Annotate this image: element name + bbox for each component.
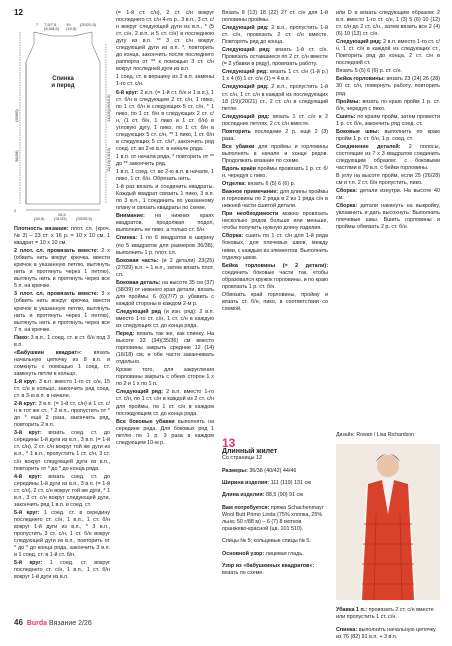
paragraph [336, 607, 440, 621]
paragraph-text: последние 2 р. ещё 2 (3) раза. [222, 128, 328, 142]
paragraph-text: 1-й раз вязать и соединить квадраты. Каждый квадрат связать 1 пико, 3 в.п. по 3 в.п., 1 соединить по указанному плану и связать квадраты по схеме. [116, 184, 214, 212]
paragraph [14, 379, 110, 400]
paragraph-heading: Бейка горловины: [336, 76, 385, 83]
paragraph-heading: Спинка: [116, 235, 138, 242]
paragraph-heading: 3 плот. сл. провязать вместе: [14, 291, 99, 298]
page-number: 46 [14, 618, 23, 627]
paragraph-heading: Бейка горловины (= 2 детали): [222, 262, 328, 269]
paragraph-text: 3 в.п. вместо 1-го ст. с/н, 15 ст. с/н в кольцо, закончить ряд соед. ст. в 3-ю в.п. в начале. [14, 378, 110, 400]
paragraph-text: вязать по краю пройм 1 р. ст. б/н, чередуя с пико. [336, 98, 440, 112]
paragraph [116, 10, 214, 73]
paragraph-heading: Отделка: [222, 181, 247, 188]
paragraph-heading: Сборка: [336, 203, 358, 210]
paragraph [116, 367, 214, 388]
paragraph [222, 189, 328, 210]
paragraph [14, 510, 110, 559]
paragraph [116, 74, 214, 88]
paragraph-heading: 3-й круг: [14, 430, 42, 437]
section-13-number: 13 [222, 436, 236, 450]
paragraph-text: на высоте 35 см (37)(38/39) от нижнего края детали, вязать для проймы. 6 (6)(7/7) р. убавить с каждой стороны в каждом 2-м р. [116, 279, 215, 307]
paragraph-text: 111 (119) 131 см [270, 479, 311, 486]
design-credit: Дизайн: Rowan / Lisa Richardson [336, 432, 414, 438]
paragraph-text: (и изн. ряд): 2 в.п. вместо 1-го ст. с/н, 1 ст. с/н в каждую из следующих ст. до конца ряда. [116, 308, 214, 330]
paragraph-text: 1 соед. ст. в середину последнего ст. с/н, 1 в.п., 1 ст. б/н вокруг 1-й дуги из в.п., * 3 в.п., пропустить 3 ст. с/н, 1 ст. б/н вокруг следующей дуги из в.п., повторить от * до * до конца ряда, закончить 3 в.п. и 1 соед. ст. в 1-й ст. б/н. [14, 509, 110, 559]
paragraph-heading: Соединение деталей: [336, 143, 401, 150]
paragraph-text: сшить по 1 ст. с/н для 1-й ряда боковых, для плечевых швов, между ними, с каждым из элементов. Выполнить отделку швов. [222, 233, 328, 261]
paragraph [222, 114, 328, 128]
schema-left-1: 58(58) [14, 150, 19, 162]
paragraph-text: 88,5 (90) 91 см [265, 492, 303, 499]
paragraph [222, 263, 328, 291]
paragraph [222, 47, 328, 68]
section-13-title: Длинный жилет [222, 448, 278, 456]
paragraph [116, 169, 214, 183]
paragraph [336, 173, 440, 187]
paragraph-text: 1 в.п. от начала ряда, * повторить от ** до ** закончить ряд. [116, 153, 214, 167]
schema-bottom-4: (33/35,5) [76, 216, 93, 221]
paragraph-heading: 5-й круг: [14, 560, 43, 567]
paragraph-text: 1 соед. ст. в вершину из 3 в.п. замены 1-го ст. с/н. [116, 74, 214, 88]
column-4 [336, 10, 440, 428]
paragraph-text: 2 в.п. вместо 1-го ст. с/н, по 1 ст. с/н в каждой из 2 ст. с/н для проймы, по 1 ст. с/н в каждом последующем ст. до конца ряда. [116, 389, 215, 417]
paragraph-heading: Сшить: [336, 113, 356, 120]
paragraph-text: или D и вязать следующим образом: 2 в.п. вместо 1-го ст. с/н, 1 (3) 5 (6) 10 (12) ст. с/н до 2 ст. с/н., затем вязать все 2 (4)(6) 10 (13) ст. с/н. [336, 10, 440, 38]
paragraph [336, 188, 440, 202]
paragraph [222, 468, 328, 475]
paragraph-heading: Следующий ряд: [116, 389, 164, 396]
paragraph-text: вязать 23 (24) 26 (28) 30 ст. с/н, повернуть работу, повторить ряд. [336, 76, 440, 97]
paragraph-text: 3 х (обвить нить вокруг крючка, ввести крючок в указанную петлю, вытянуть нить и протянуть через 1 петлю), вытянуть нить и протянуть через все 7 п. на крючке. [14, 291, 110, 333]
schema-top-dim-4: 19 [66, 22, 71, 27]
column-3 [222, 10, 328, 438]
paragraph [222, 492, 328, 499]
paragraph-text: 2 в.п., пропустить 1-й ст. с/н, провязать 2 ст. с/н вместе. Повторять ряд до конца. [222, 25, 328, 46]
paragraph-text: 36/38 (40/42) 44/46 [249, 467, 297, 474]
paragraph-text: Спицы № 5; кольцевые спицы № 5. [222, 538, 311, 545]
paragraph-heading: Убавка 1 п.: [336, 607, 368, 614]
paragraph [14, 226, 110, 247]
paragraph-heading: Боковая часть: [116, 257, 159, 264]
paragraph-text: 3 в.п. (= 1-й ст. с/н) и 1 ст. с/н в тот же ст., * 2 в.п., пропустить от * до * ещё 2 раза, закончить ряд, повторить 2 в.п. [14, 401, 110, 429]
paragraph [336, 144, 440, 172]
paragraph-heading: Следующий ряд: [222, 84, 269, 91]
paragraph-text: выполнить начальную цепочку из 76 (82) 91 в.п. + 3 в.п. [336, 626, 436, 640]
paragraph-text: плот. сл. (кроч. № 3) – 23 ст. х 16 р. = 10 х 10 см. 1 квадрат = 10 х 10 см. [14, 226, 111, 247]
paragraph-text: 2 в.п. (= 1-й ст. б/н и 1 в.п.), 1 ст. б/н в следующем 2 ст. с/н, 1 пико, по 1 ст. б/н в следующих 5 ст. с/н, * 1 пико, по 1 ст. б/н в следующих 2 ст. с/н, (1 ст. б/н, 1 пико и 1 ст. б/н) в угловую дугу, 1 пико, по 1 ст. б/н в следующих 5 ст. с/н, ** 1 пико, 1 ст. б/н в следующих 5 ст. с/н*, закончить ряд соед. ст. во 2-ю в.п. в начале ряда. [116, 89, 214, 152]
paragraph-text: (= 1-й ст. с/н), 2 ст. с/н вокруг последнего ст. с/н 4-го р., 3 в.п., 3 ст. с/н вокруг следующей дуги из в.п., * (5 ст. с/н, 2 в.п. и 5 ст. с/н) в последнюю дугу из в.п. ** 3 ст. с/н вокруг следующей дуги из в.п. *, повторить до конца, закончить после последнего раппорта от ** к помощью 3 ст. с/н вокруг последней дуги из в.п. [116, 10, 214, 73]
brand-name: Burda [26, 620, 48, 627]
paragraph [14, 401, 110, 429]
paragraph-heading: Проймы: [336, 98, 361, 105]
paragraph-heading: Важное примечание: [222, 189, 279, 196]
paragraph [222, 505, 328, 533]
paragraph-text: проймы провязать 1 р. ст. б/н, чередуя с пико. [222, 165, 328, 180]
photo-caption [336, 602, 440, 646]
paragraph-text: Обвязать край горловины, пройму и вязать ст. б/н, пико, в соответствии со схемой. [222, 291, 328, 312]
paragraph [222, 84, 328, 112]
paragraph [116, 331, 214, 366]
paragraph-text: детали изнутри. На высоте 40 см. [336, 188, 440, 202]
paragraph [222, 551, 328, 558]
schema-top-dim-6: (20/20,5) [80, 22, 97, 27]
paragraph-heading: При необходимости [222, 211, 279, 218]
paragraph-text: вязать по схеме. [222, 570, 264, 577]
schema-label-2: и перед [51, 83, 75, 89]
paragraph-heading: Сборка: [222, 233, 244, 240]
paragraph-text: В углу на высоте пройм, если 25 (26/28) см и т.п. 2 ст. б/н пропустить, пико. [336, 173, 440, 187]
paragraph-text: Вязать 5 (5) 6 (6) р. ст. с/н. [336, 68, 402, 75]
paragraph [336, 114, 440, 128]
paragraph-heading: Размеры: [222, 467, 248, 474]
schema-bottom-1: 26,5 [58, 212, 66, 217]
paragraph-heading: Повторить [222, 128, 251, 135]
paragraph [222, 538, 328, 545]
paragraph-heading: Все убавки [222, 143, 255, 150]
schema-left-3: 2 [14, 208, 17, 213]
schema-left-2: (59/60) [14, 109, 19, 122]
paragraph-text: вязать 6 (5) 6 (6) р. [247, 181, 296, 188]
paragraph-text: для проймы и горловины выполнять в начале и конце рядов. Продолжать вязание по схеме. [222, 143, 328, 164]
paragraph [336, 99, 440, 113]
issue-number: 2/26 [78, 620, 92, 627]
paragraph [336, 129, 440, 143]
paragraph [336, 76, 440, 97]
schema-top-dim-1: 7 [36, 22, 39, 27]
paragraph-heading: Перед: [116, 331, 135, 338]
column-1 [14, 226, 110, 582]
paragraph-text: вязать соед. ст. до середины 1-й дуги из в.п., 3 в.п. (= 1-й ст. с/н), 2 ст. с/н вокруг той же дуги, * 1 в.п., 3 ст. с/н вокруг следующей дуги, закончить ряд 1 в.п. и соед. ст. [14, 473, 110, 508]
paragraph [222, 292, 328, 313]
paragraph [14, 335, 110, 349]
pattern-schema [14, 22, 112, 222]
paragraph-text: 2 в.п. вместо 1-го ст. с/н, 1 ст. с/н в каждой из следующих ст., Повторить ряд до конца, 2 ст. с/н в последний ст. [336, 39, 440, 67]
schema-top-dim-3: (8,5/8,5) [44, 26, 59, 31]
paragraph-heading: 6-й круг: [116, 89, 139, 96]
section-13-sub: Со страницы 12 [222, 455, 262, 462]
paragraph-heading: Боковые швы: [336, 128, 380, 135]
section-13 [222, 436, 328, 583]
paragraph-heading: Вам потребуется: [222, 504, 270, 511]
paragraph-heading: Следующий ряд: [222, 113, 270, 120]
paragraph-text: для длины проймы и горловины по 2 ряда в 2 из 1 ряда с/н в нижней части сшитой детали. [222, 189, 328, 210]
paragraph [222, 69, 328, 83]
paragraph-text: выполнять на середине ряда. Для боковых ряд 1 петлю по 1 р. 3 раза в каждом следующем 10-м р. [116, 418, 214, 446]
paragraph-heading: Следующий ряд: [336, 39, 382, 46]
paragraph-text: 2 в.п., пропустить 1-й ст. с/н, 1 ст. с/н в каждой из последующих 18 (19)(20/21) ст., 2 ст. с/н в следующий петле. [222, 84, 328, 112]
paragraph-heading: 5-й круг: [14, 509, 40, 516]
column-2 [116, 10, 214, 448]
paragraph-text: 1 соед. ст. вокруг последнего ст. с/н, 1 в.п., 1 ст. б/н вокруг 1-й дуги из в.п. [14, 560, 110, 581]
paragraph [14, 474, 110, 509]
paragraph-heading: «Бабушкин квадрат»: [14, 349, 82, 356]
paragraph-heading: 2 плот. сл. провязать вместе: [14, 248, 99, 255]
paragraph-text: Вязать 8 (13) 18 (22) 27 ст. с/н для 1-й половины проймы. [222, 10, 328, 24]
paragraph-text: вязать соед. ст. до середины 1-й дуги из в.п., 3 в.п. (= 1-й ст. с/н), 2 ст. с/н вокруг той же дуги из в.п., * 1 в.п., пропустить 1 ст. с/н, 3 ст. с/н вокруг следующей дуги из в.п., повторить от * до * до конца ряда. [14, 430, 110, 472]
paragraph-heading: Пико: [14, 334, 29, 341]
paragraph [14, 291, 110, 333]
paragraph [222, 480, 328, 487]
paragraph-heading: Плотность вязания: [14, 226, 69, 232]
paragraph [222, 233, 328, 261]
paragraph-text: на нижних краях квадратов, продолжая подол, выполнить не пико, а только ст. б/н. [116, 213, 214, 234]
section-number: 12 [14, 8, 23, 17]
paragraph [116, 213, 214, 234]
paragraph-heading: Внимание: [116, 213, 145, 220]
paragraph [116, 309, 214, 330]
paragraph-heading: 1-й круг: [14, 378, 37, 385]
paragraph-text: 1 по 6 квадратов в ширину (по 5 квадратов для размеров 36/38), выполнить 1 р. плот. сл. [116, 235, 214, 256]
paragraph-text: (и 2 детали) 23(25)(27/29) в.п. + 1 в.п., затем вязать плот. сл. [116, 257, 214, 278]
paragraph [116, 419, 214, 447]
paragraph-text: вязать так же, как спинку. На высоте 33 (34)(35/36) см вместо горловины закрыть средние 12 (14)(16/18) см, и обе части заканчивать отдельно. [116, 331, 214, 366]
paragraph-text: 3 в.п., 1 соед. ст. в ст. б/н под 3 в.п. [14, 334, 111, 348]
paragraph-heading: Боковая деталь: [116, 279, 161, 286]
schema-side-2: 14(15)(16/16,5) [106, 94, 111, 122]
paragraph-text: Кроме того, для закругления горловины закрыть с обеих сторон 1 х по 2 и 1 х по 1 п. [116, 367, 214, 388]
paragraph [14, 560, 110, 581]
paragraph [222, 563, 328, 577]
paragraph-heading: Длина изделия: [222, 492, 265, 499]
paragraph-text: соединить боковые части так, чтобы образовался кружок горловины, и по краю провязать 1 р. ст. б/н. [222, 269, 328, 290]
paragraph-text: вязать начальную цепочку из 8 в.п. и сомкнуть с помощью 1 соед. ст. замкнуть петли в кольцо. [14, 349, 110, 377]
paragraph-text: 1 в.п. 1 соед. ст. во 2-ю в.п. в начале, 1 пико, 1 ст. б/н. Обрезать нить. [116, 169, 214, 183]
paragraph [116, 90, 214, 153]
paragraph-text: 2 х (обвить нить вокруг крючка, ввести крючок в указанную петлю, вытянуть нить и протянуть через 1 петлю), вытянуть нить и протянуть через все 5 п. на крючке. [14, 248, 110, 290]
paragraph [336, 68, 440, 75]
paragraph [14, 430, 110, 472]
paragraph-heading: Следующий ряд: [222, 69, 269, 76]
paragraph [116, 258, 214, 279]
paragraph [222, 211, 328, 232]
paragraph-text: пряжа Schachenmayr Wool Butt Primo Linda (75% хлопка, 25% льна; 50 г/88 м) – 6 (7) 8 мотков оранжево-красной (цв. 101 510). [222, 504, 324, 532]
photo-illustration [336, 444, 440, 600]
paragraph [222, 181, 328, 188]
paragraph-heading: Спинка: [336, 626, 358, 633]
page-footer [14, 618, 92, 627]
paragraph-heading: Все боковые убавки [116, 418, 175, 425]
schema-bottom-2: (28,5) [34, 216, 45, 221]
paragraph [116, 280, 214, 308]
section-13-body [222, 468, 328, 578]
paragraph-heading: 2-й круг: [14, 401, 37, 408]
paragraph-heading: Следующий ряд: [222, 25, 269, 32]
schema-side-1: 11(12)(13/13) [106, 148, 111, 172]
paragraph-text: вязать 1 ст. с/н в 2 последних петлях, 2 ст. с/н вместе. [222, 113, 328, 127]
paragraph-text: лицевая гладь. [265, 550, 304, 557]
paragraph [14, 248, 110, 290]
paragraph [116, 154, 214, 168]
paragraph-text: провязать 2 ст. с/н вместе или пропустить 1 ст. с/н. [336, 607, 434, 621]
paragraph [336, 39, 440, 67]
schema-top-dim-2: 7,5/7,5 [44, 22, 57, 27]
schema-label-1: Спинка [52, 76, 74, 82]
paragraph [222, 25, 328, 46]
paragraph-text: детали накинуть на выкройку, увлажнить и дать высохнуть. Выполнить плечевые швы. Вшить горловины и проймы обвязать 2 р. ст. б/н. [336, 203, 440, 231]
paragraph-heading: Вдоль краёв [222, 165, 257, 172]
paragraph [116, 235, 214, 256]
paragraph-heading: Следующий ряд [116, 308, 162, 315]
paragraph-text: выполнить по краю пройм 1 р. ст. б/н, 1 р. соед. ст. [336, 128, 440, 142]
schema-bottom-3: (31/33) [54, 216, 67, 221]
paragraph-heading: Узор из «бабушкиных квадратов»: [222, 563, 315, 570]
paragraph [222, 129, 328, 143]
paragraph-heading: Сборка: [336, 188, 358, 195]
paragraph [222, 166, 328, 180]
paragraph [336, 10, 440, 38]
paragraph-heading: Ширина изделия: [222, 479, 270, 486]
paragraph-text: 2 полосы, состоящие из 7 х 3 квадратов соединить следующим образом: с боковыми частями в 70 в.п. с бейки горловины. [336, 143, 440, 171]
paragraph [116, 389, 214, 417]
paragraph-text: по краям пройм, затем провести 1 р. ст. б/н, закончить ряд соед. ст. [336, 113, 440, 127]
schema-top-dim-5: (19,5) [66, 26, 77, 31]
paragraph-heading: Основной узор: [222, 550, 265, 557]
paragraph-heading: Следующий ряд: [222, 47, 271, 54]
paragraph [336, 203, 440, 231]
paragraph-text: вязать 1-й ст. с/н. Провязать оставшиеся по 2 ст. с/н вместе (= 2 убавки в ряду), провязать работу. [222, 47, 328, 68]
magazine-name: Вязание [48, 620, 77, 627]
paragraph-text: можно провязать несколько рядов больше или меньше, чтобы получить нужную длину изделия. [222, 211, 328, 232]
paragraph [336, 627, 440, 641]
paragraph [116, 184, 214, 212]
paragraph-text: вязать 1 ст. с/н (1-й р.) 1 х 4 (б) 1 ст. с/н (1) = 4 в.п. [222, 69, 328, 83]
paragraph-heading: 4-й круг: [14, 473, 42, 480]
paragraph [222, 144, 328, 165]
paragraph [222, 10, 328, 24]
schema-outline [26, 32, 100, 204]
paragraph [14, 350, 110, 378]
model-photo [336, 444, 440, 600]
